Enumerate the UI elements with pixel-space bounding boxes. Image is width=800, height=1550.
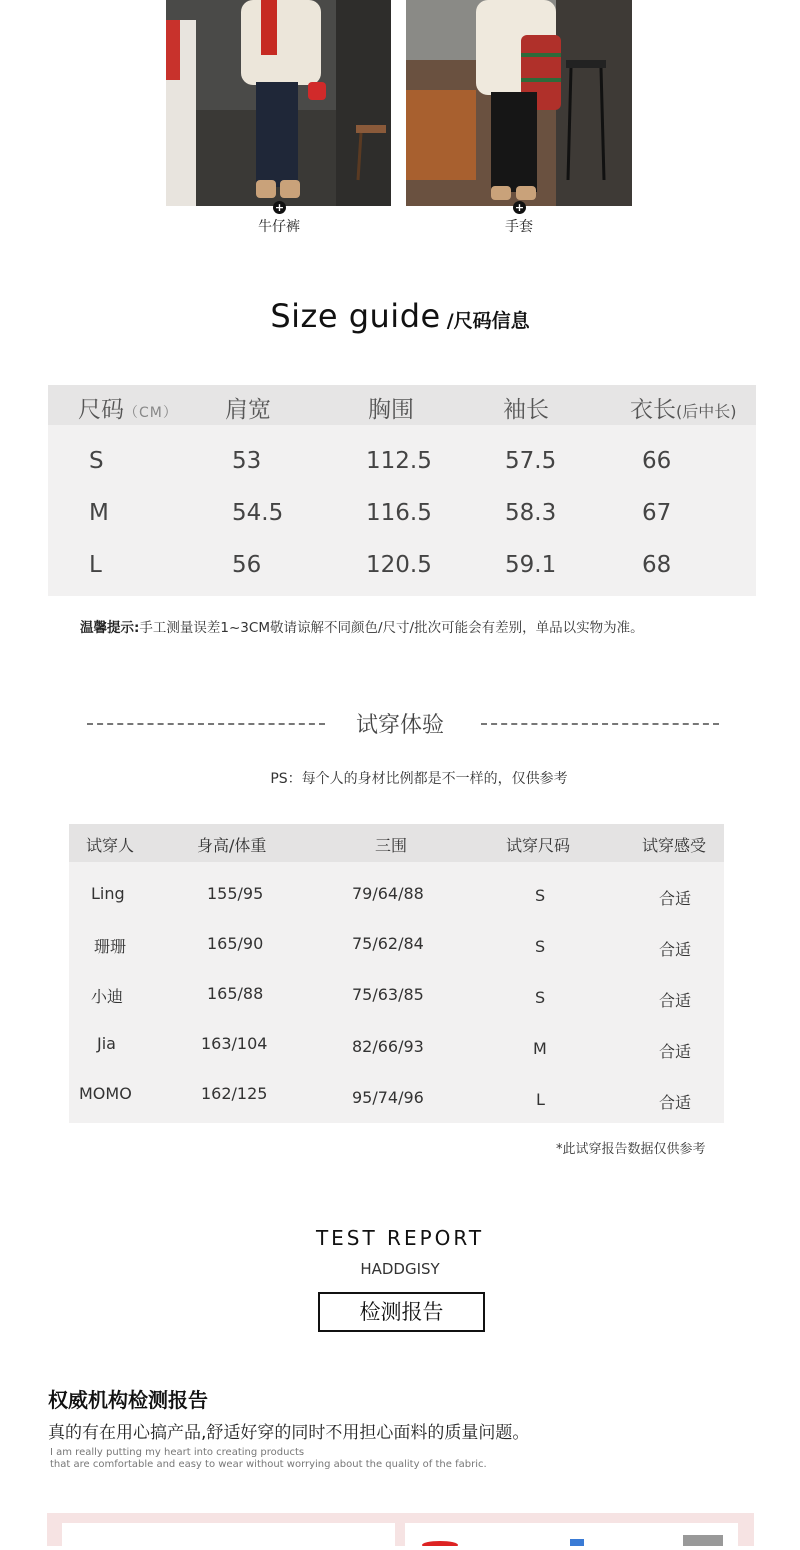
cell-sleeve: 57.5 bbox=[505, 448, 557, 474]
cell-tester: Jia bbox=[97, 1034, 116, 1053]
cell-length: 68 bbox=[642, 552, 672, 578]
cell-sleeve: 59.1 bbox=[505, 552, 557, 578]
header-fit-feeling: 试穿感受 bbox=[642, 836, 707, 855]
size-tip bbox=[80, 616, 644, 636]
size-tip-text: 手工测量误差1~3CM敬请谅解不同颜色/尺寸/批次可能会有差别，单品以实物为准。 bbox=[139, 620, 644, 636]
cell-fit-feeling: 合适 bbox=[659, 889, 692, 908]
cell-tester: 珊珊 bbox=[94, 937, 127, 956]
cell-height-weight: 165/88 bbox=[207, 984, 264, 1003]
cell-measurements: 75/63/85 bbox=[352, 985, 424, 1004]
cell-chest: 116.5 bbox=[366, 500, 432, 526]
cell-tried-size: S bbox=[535, 988, 546, 1007]
size-table bbox=[48, 385, 756, 596]
authority-report-subtitle: 真的有在用心搞产品,舒适好穿的同时不用担心面料的质量问题。 bbox=[48, 1423, 530, 1443]
cell-chest: 120.5 bbox=[366, 552, 432, 578]
cell-height-weight: 163/104 bbox=[201, 1034, 268, 1053]
brand-name: HADDGISY bbox=[360, 1260, 440, 1278]
header-chest: 胸围 bbox=[368, 397, 414, 423]
cell-fit-feeling: 合适 bbox=[659, 1042, 692, 1061]
size-tip-label: 温馨提示: bbox=[80, 620, 140, 636]
report-image-1[interactable] bbox=[62, 1523, 395, 1546]
cell-length: 66 bbox=[642, 448, 672, 474]
size-table-header bbox=[48, 385, 756, 425]
outfit-photo-jeans bbox=[166, 0, 391, 206]
cell-tried-size: L bbox=[536, 1090, 545, 1109]
cell-sleeve: 58.3 bbox=[505, 500, 557, 526]
test-report-title: TEST REPORT bbox=[315, 1226, 485, 1250]
cell-tester: MOMO bbox=[79, 1084, 132, 1103]
fit-test-title-text: 试穿体验 bbox=[355, 713, 444, 738]
cell-shoulder: 56 bbox=[232, 552, 262, 578]
cell-tried-size: S bbox=[535, 937, 546, 956]
cell-shoulder: 53 bbox=[232, 448, 262, 474]
plus-icon-gloves[interactable]: + bbox=[514, 201, 525, 214]
authority-report-title: 权威机构检测报告 bbox=[48, 1388, 208, 1412]
header-shoulder: 肩宽 bbox=[225, 397, 271, 423]
cell-height-weight: 155/95 bbox=[207, 884, 264, 903]
authority-report-english-line-2: that are comfortable and easy to wear without worrying about the quality of the fabric. bbox=[50, 1459, 487, 1470]
authority-report-english-line-1: I am really putting my heart into creating products bbox=[50, 1447, 305, 1458]
cell-height-weight: 165/90 bbox=[207, 934, 264, 953]
cell-measurements: 82/66/93 bbox=[352, 1037, 424, 1056]
header-size: 尺码（CM） bbox=[78, 397, 178, 423]
outfit-item-label[interactable]: 手套 bbox=[505, 219, 533, 235]
cell-measurements: 79/64/88 bbox=[352, 884, 424, 903]
size-guide-title-en: Size guide bbox=[270, 297, 441, 335]
cell-shoulder: 54.5 bbox=[232, 500, 284, 526]
report-image-2-preview bbox=[405, 1523, 738, 1546]
cell-height-weight: 162/125 bbox=[201, 1084, 268, 1103]
outfit-photo-gloves bbox=[406, 0, 632, 206]
cell-measurements: 95/74/96 bbox=[352, 1088, 424, 1107]
header-height-weight: 身高/体重 bbox=[197, 836, 267, 855]
fit-test-note: *此试穿报告数据仅供参考 bbox=[556, 1142, 706, 1157]
header-measurements: 三围 bbox=[375, 836, 408, 855]
cell-fit-feeling: 合适 bbox=[659, 991, 692, 1010]
cell-measurements: 75/62/84 bbox=[352, 934, 424, 953]
cell-tried-size: M bbox=[533, 1039, 547, 1058]
cell-tester: Ling bbox=[91, 884, 125, 903]
header-tester: 试穿人 bbox=[86, 836, 135, 855]
fit-test-title bbox=[0, 708, 800, 740]
cell-chest: 112.5 bbox=[366, 448, 432, 474]
report-image-2[interactable] bbox=[405, 1523, 738, 1546]
cell-size: L bbox=[89, 552, 102, 578]
fit-table bbox=[69, 824, 724, 1123]
fit-test-ps: PS：每个人的身材比例都是不一样的，仅供参考 bbox=[270, 771, 568, 787]
cell-size: M bbox=[89, 500, 109, 526]
cell-size: S bbox=[89, 448, 104, 474]
cell-fit-feeling: 合适 bbox=[659, 1093, 692, 1112]
size-guide-title bbox=[0, 297, 800, 335]
size-guide-title-cn: /尺码信息 bbox=[446, 310, 530, 332]
cell-length: 67 bbox=[642, 500, 672, 526]
cell-tried-size: S bbox=[535, 886, 546, 905]
cell-tester: 小迪 bbox=[91, 987, 124, 1006]
header-tried-size: 试穿尺码 bbox=[506, 836, 571, 855]
header-length: 衣长(后中长) bbox=[630, 397, 737, 423]
report-images-strip bbox=[47, 1513, 754, 1546]
cell-fit-feeling: 合适 bbox=[659, 940, 692, 959]
plus-icon-jeans[interactable]: + bbox=[274, 201, 285, 214]
authority-report-english bbox=[50, 1447, 487, 1471]
test-report-button[interactable]: 检测报告 bbox=[318, 1292, 485, 1332]
fit-table-header bbox=[69, 824, 724, 862]
header-sleeve: 袖长 bbox=[503, 397, 549, 423]
outfit-item-label[interactable]: 牛仔裤 bbox=[258, 219, 300, 235]
